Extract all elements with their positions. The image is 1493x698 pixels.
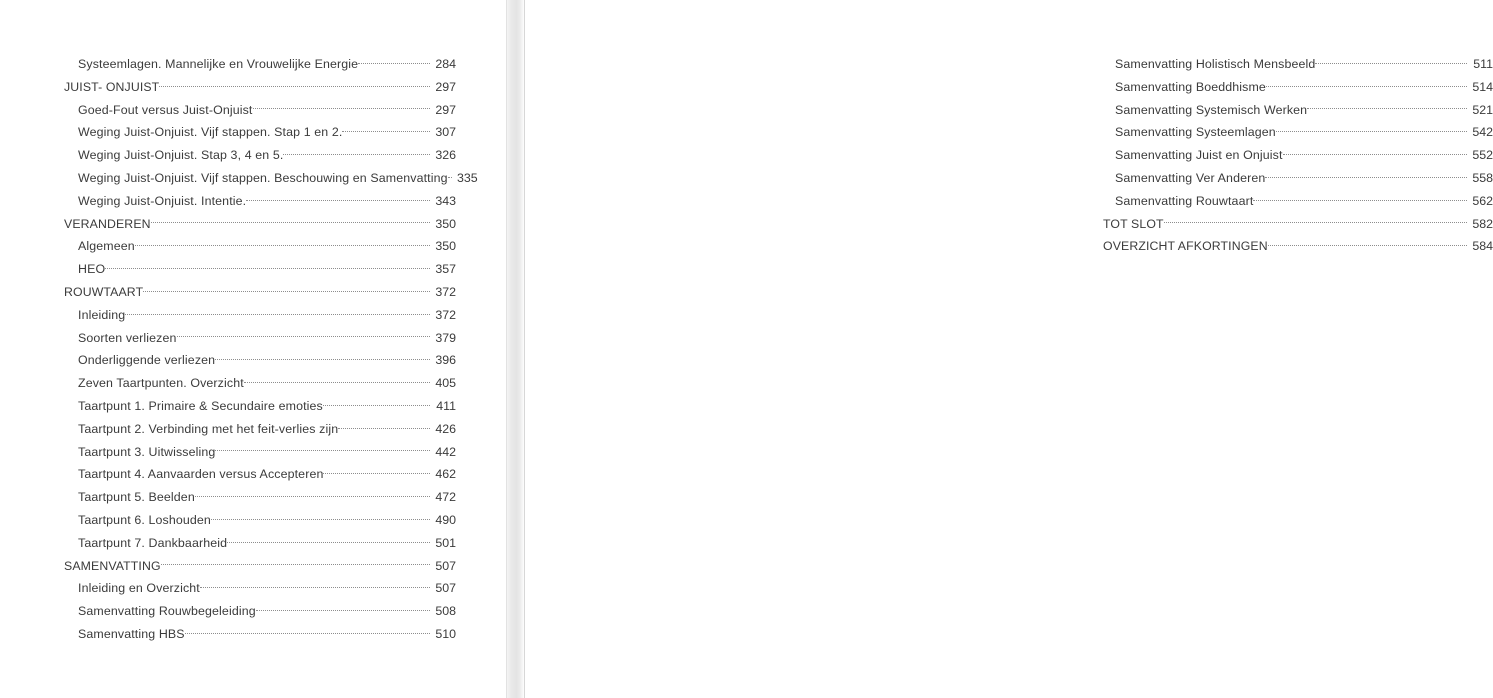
toc-entry-page-number: 507	[435, 558, 456, 573]
toc-entry[interactable]	[1103, 212, 1493, 235]
toc-dot-leader	[358, 52, 430, 68]
toc-dot-leader	[135, 234, 430, 250]
toc-entry-title: Taartpunt 6. Loshouden	[78, 512, 211, 527]
toc-entry[interactable]	[64, 52, 456, 75]
toc-dot-leader	[1283, 143, 1467, 159]
toc-entry-title: Samenvatting Holistisch Mensbeeld	[1115, 57, 1316, 71]
toc-entry-page-number: 357	[435, 262, 456, 277]
page-gutter	[506, 0, 525, 698]
toc-entry-title: Taartpunt 2. Verbinding met het feit-verlies zijn	[78, 421, 339, 436]
toc-entry-title: Samenvatting Systemisch Werken	[1115, 102, 1308, 117]
toc-dot-leader	[211, 508, 430, 524]
toc-entry[interactable]	[64, 508, 456, 531]
toc-entry-title: VERANDEREN	[64, 216, 151, 231]
toc-entry-page-number: 411	[436, 398, 456, 413]
toc-dot-leader	[159, 75, 430, 91]
toc-entry-title: Weging Juist-Onjuist. Vijf stappen. Stap 1 en 2.	[78, 125, 343, 140]
toc-dot-leader	[177, 326, 430, 342]
toc-dot-leader	[215, 440, 430, 456]
toc-dot-leader	[1265, 166, 1467, 182]
toc-dot-leader	[1276, 120, 1467, 136]
toc-entry-title: Goed-Fout versus Juist-Onjuist	[78, 102, 253, 117]
toc-entry[interactable]	[1103, 120, 1493, 143]
toc-entry[interactable]	[64, 394, 456, 417]
toc-entry-page-number: 297	[435, 79, 456, 94]
toc-entry-page-number: 372	[435, 307, 456, 322]
toc-dot-leader	[215, 348, 430, 364]
toc-entry-title: JUIST- ONJUIST	[64, 79, 160, 94]
toc-entry[interactable]	[64, 75, 456, 98]
toc-dot-leader	[227, 531, 430, 547]
toc-entry[interactable]	[64, 485, 456, 508]
toc-entry[interactable]	[1103, 52, 1493, 75]
toc-entry-page-number: 462	[435, 467, 456, 482]
toc-entry[interactable]	[64, 326, 456, 349]
toc-entry[interactable]	[1103, 98, 1493, 121]
toc-entry-title: Taartpunt 4. Aanvaarden versus Accepteren	[78, 467, 324, 482]
toc-entry-title: Samenvatting Ver Anderen	[1115, 170, 1266, 185]
toc-entry[interactable]	[1103, 143, 1493, 166]
toc-dot-leader	[125, 303, 430, 319]
toc-dot-leader	[448, 166, 452, 182]
page-gutter-left-edge	[506, 0, 507, 698]
toc-entry-title: Weging Juist-Onjuist. Vijf stappen. Beschouwing en Samenvatting	[78, 170, 448, 185]
toc-entry[interactable]	[64, 576, 456, 599]
toc-dot-leader	[1268, 234, 1467, 250]
toc-entry-page-number: 405	[435, 376, 456, 391]
toc-entry[interactable]	[64, 166, 478, 189]
toc-entry-page-number: 521	[1472, 102, 1493, 117]
toc-entry-title: Samenvatting Boeddhisme	[1115, 79, 1266, 94]
toc-entry-page-number: 490	[435, 512, 456, 527]
toc-list-left	[64, 52, 478, 645]
toc-entry[interactable]	[64, 189, 456, 212]
toc-entry[interactable]	[1103, 75, 1493, 98]
toc-entry[interactable]	[64, 303, 456, 326]
toc-entry[interactable]	[64, 257, 456, 280]
page-right	[525, 0, 1493, 698]
toc-entry-page-number: 501	[435, 535, 456, 550]
toc-entry-title: Taartpunt 1. Primaire & Secundaire emoties	[78, 398, 323, 413]
toc-entry-page-number: 326	[435, 148, 456, 163]
toc-entry-page-number: 562	[1472, 193, 1493, 208]
toc-entry-title: Samenvatting Juist en Onjuist	[1115, 148, 1283, 163]
toc-entry-title: Soorten verliezen	[78, 330, 177, 345]
toc-entry-page-number: 508	[435, 604, 456, 619]
toc-entry[interactable]	[64, 440, 456, 463]
toc-entry[interactable]	[64, 234, 456, 257]
toc-dot-leader	[338, 417, 430, 433]
toc-entry[interactable]	[64, 622, 456, 645]
toc-list-right	[1103, 52, 1493, 257]
toc-entry[interactable]	[64, 554, 456, 577]
toc-entry[interactable]	[64, 143, 456, 166]
toc-dot-leader	[1164, 212, 1467, 228]
toc-dot-leader	[195, 485, 430, 501]
toc-dot-leader	[246, 189, 430, 205]
toc-entry-title: ROUWTAART	[64, 284, 144, 299]
toc-entry[interactable]	[64, 280, 456, 303]
toc-entry-title: OVERZICHT AFKORTINGEN	[1103, 239, 1268, 254]
toc-entry-page-number: 558	[1472, 170, 1493, 185]
toc-entry-page-number: 507	[435, 581, 456, 596]
toc-entry-title: Algemeen	[78, 239, 135, 254]
toc-entry-page-number: 350	[435, 216, 456, 231]
toc-dot-leader	[1266, 75, 1467, 91]
toc-dot-leader	[1315, 52, 1467, 68]
toc-dot-leader	[244, 371, 430, 387]
toc-entry-page-number: 552	[1472, 148, 1493, 163]
toc-entry-page-number: 335	[456, 170, 478, 185]
toc-entry-title: Weging Juist-Onjuist. Intentie.	[78, 193, 247, 208]
toc-entry-page-number: 442	[435, 444, 456, 459]
toc-entry-page-number: 297	[435, 102, 456, 117]
toc-dot-leader	[143, 280, 430, 296]
toc-entry-title: TOT SLOT	[1103, 216, 1164, 231]
toc-entry-title: Samenvatting Rouwbegeleiding	[78, 604, 256, 619]
toc-dot-leader	[185, 622, 430, 638]
toc-entry-page-number: 426	[435, 421, 456, 436]
toc-entry-title: Zeven Taartpunten. Overzicht	[78, 376, 244, 391]
toc-entry-title: Taartpunt 5. Beelden	[78, 490, 195, 505]
toc-entry-title: Onderliggende verliezen	[78, 353, 216, 368]
toc-dot-leader	[161, 554, 430, 570]
toc-dot-leader	[1253, 189, 1467, 205]
toc-entry-page-number: 584	[1472, 239, 1493, 254]
toc-entry[interactable]	[64, 212, 456, 235]
toc-entry-title: Samenvatting HBS	[78, 626, 185, 641]
toc-entry-page-number: 542	[1472, 125, 1493, 140]
toc-entry[interactable]	[1103, 189, 1493, 212]
toc-entry-page-number: 472	[435, 490, 456, 505]
toc-dot-leader	[1307, 98, 1467, 114]
toc-dot-leader	[323, 394, 430, 410]
toc-entry[interactable]	[64, 531, 456, 554]
toc-entry[interactable]	[1103, 234, 1493, 257]
page-left	[0, 0, 506, 698]
toc-entry-page-number: 582	[1472, 216, 1493, 231]
toc-dot-leader	[342, 120, 430, 136]
toc-entry[interactable]	[64, 348, 456, 371]
toc-entry[interactable]	[64, 371, 456, 394]
toc-entry-page-number: 307	[435, 125, 456, 140]
toc-entry-title: Weging Juist-Onjuist. Stap 3, 4 en 5.	[78, 148, 284, 163]
toc-entry-page-number: 511	[1473, 57, 1493, 71]
toc-entry-page-number: 514	[1472, 79, 1493, 94]
toc-dot-leader	[105, 257, 430, 273]
toc-entry-title: Inleiding en Overzicht	[78, 581, 200, 596]
toc-dot-leader	[151, 212, 430, 228]
toc-entry[interactable]	[1103, 166, 1493, 189]
toc-entry-title: Inleiding	[78, 307, 126, 322]
toc-entry-title: Samenvatting Systeemlagen	[1115, 125, 1276, 140]
toc-entry-page-number: 396	[435, 353, 456, 368]
toc-entry-title: SAMENVATTING	[64, 558, 161, 573]
toc-entry[interactable]	[64, 599, 456, 622]
toc-entry-page-number: 510	[435, 626, 456, 641]
toc-entry[interactable]	[64, 417, 456, 440]
toc-dot-leader	[253, 98, 431, 114]
toc-entry[interactable]	[64, 120, 456, 143]
toc-entry-title: HEO	[78, 262, 106, 277]
toc-entry[interactable]	[64, 98, 456, 121]
toc-entry-title: Systeemlagen. Mannelijke en Vrouwelijke Energie	[78, 57, 359, 71]
toc-entry-page-number: 350	[435, 239, 456, 254]
toc-dot-leader	[283, 143, 430, 159]
toc-entry-page-number: 343	[435, 193, 456, 208]
toc-entry-page-number: 379	[435, 330, 456, 345]
toc-entry-page-number: 284	[435, 57, 456, 71]
toc-dot-leader	[256, 599, 430, 615]
toc-dot-leader	[200, 576, 430, 592]
toc-entry-title: Taartpunt 3. Uitwisseling	[78, 444, 216, 459]
toc-entry[interactable]	[64, 462, 456, 485]
toc-entry-title: Samenvatting Rouwtaart	[1115, 193, 1254, 208]
toc-entry-title: Taartpunt 7. Dankbaarheid	[78, 535, 228, 550]
toc-entry-page-number: 372	[435, 284, 456, 299]
toc-dot-leader	[323, 462, 430, 478]
